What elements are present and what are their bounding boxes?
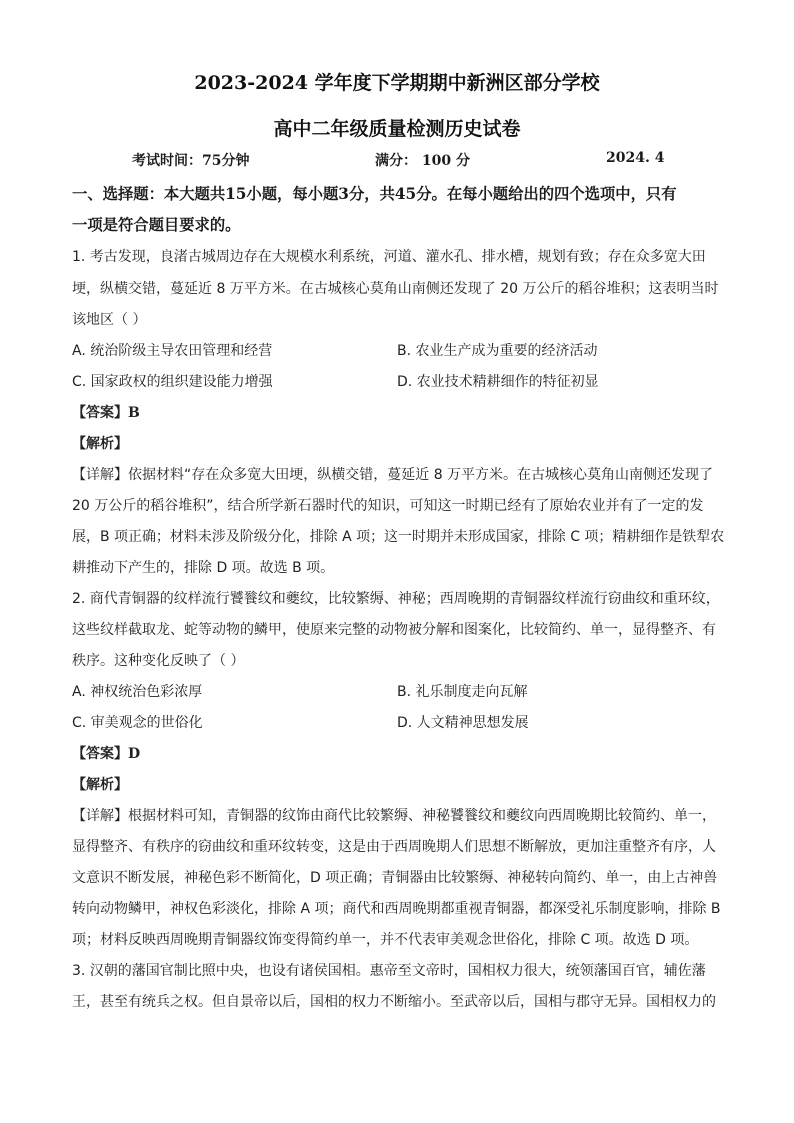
q1-detail-line: 20 万公斤的稻谷堆积”，结合所学新石器时代的知识，可知这一时期已经有了原始农业并有了一定的发	[72, 498, 704, 514]
q1-option-c: C. 国家政权的组织建设能力增强	[72, 374, 273, 390]
section-heading-line2: 一项是符合题目要求的。	[72, 215, 241, 234]
q1-analysis-label: 【解析】	[72, 436, 128, 452]
q2-answer: 【答案】D	[72, 746, 141, 762]
q2-detail-line: 【详解】根据材料可知，青铜器的纹饰由商代比较繁缛、神秘饕餮纹和夔纹向西周晚期比较简约、单一，	[72, 808, 716, 824]
exam-title-line1: 2023-2024 学年度下学期期中新洲区部分学校	[194, 72, 600, 94]
q1-option-a: A. 统治阶级主导农田管理和经营	[72, 343, 273, 359]
q2-stem-line: 2. 商代青铜器的纹样流行饕餮纹和夔纹，比较繁缛、神秘；西周晚期的青铜器纹样流行窃曲纹和重环纹，	[72, 591, 720, 607]
section-heading-line1: 一、选择题：本大题共15小题，每小题3分，共45分。在每小题给出的四个选项中，只有	[72, 184, 677, 203]
q1-detail-line: 耕推动下产生的，排除 D 项。故选 B 项。	[72, 560, 335, 576]
q2-detail-line: 显得整齐、有秩序的窃曲纹和重环纹转变，这是由于西周晚期人们思想不断解放，更加注重整齐有序，人	[72, 839, 716, 855]
q2-option-b: B. 礼乐制度走向瓦解	[397, 684, 528, 700]
exam-date: 2024. 4	[606, 150, 665, 166]
q1-stem-line: 该地区（ ）	[72, 312, 147, 328]
q1-detail-line: 【详解】依据材料“存在众多宽大田埂，纵横交错，蔓延近 8 万平方米。在古城核心莫角山南侧还发现了	[72, 467, 714, 483]
q1-answer: 【答案】B	[72, 405, 140, 421]
q2-detail-line: 文意识不断发展，神秘色彩不断简化，D 项正确；青铜器由比较繁缛、神秘转向简约、单一，由上古神兽	[72, 870, 718, 886]
q1-stem-line: 埂，纵横交错，蔓延近 8 万平方米。在古城核心莫角山南侧还发现了 20 万公斤的稻谷堆积；这表明当时	[72, 281, 719, 297]
q2-option-c: C. 审美观念的世俗化	[72, 715, 203, 731]
q2-stem-line: 秩序。这种变化反映了（ ）	[72, 653, 245, 669]
q1-detail-line: 展，B 项正确；材料未涉及阶级分化，排除 A 项；这一时期并未形成国家，排除 C 项；精耕细作是铁犁农	[72, 529, 725, 545]
q2-option-a: A. 神权统治色彩浓厚	[72, 684, 203, 700]
exam-title-line2: 高中二年级质量检测历史试卷	[273, 118, 521, 140]
q1-option-d: D. 农业技术精耕细作的特征初显	[397, 374, 599, 390]
q2-analysis-label: 【解析】	[72, 777, 128, 793]
q2-detail-line: 转向动物鳞甲，神权色彩淡化，排除 A 项；商代和西周晚期都重视青铜器，都深受礼乐制度影响，排除 B	[72, 901, 721, 917]
q3-stem-line: 3. 汉朝的藩国官制比照中央，也设有诸侯国相。惠帝至文帝时，国相权力很大，统领藩国百官，辅佐藩	[72, 963, 706, 979]
q2-option-d: D. 人文精神思想发展	[397, 715, 529, 731]
q3-stem-line: 王，甚至有统兵之权。但自景帝以后，国相的权力不断缩小。至武帝以后，国相与郡守无异。国相权力的	[72, 994, 716, 1010]
exam-time: 考试时间：75分钟	[132, 153, 250, 169]
q2-detail-line: 项；材料反映西周晚期青铜器纹饰变得简约单一，并不代表审美观念世俗化，排除 C 项。故选 D 项。	[72, 932, 699, 948]
q1-option-b: B. 农业生产成为重要的经济活动	[397, 343, 598, 359]
full-score: 满分： 100 分	[375, 153, 470, 169]
q1-stem-line: 1. 考古发现，良渚古城周边存在大规模水利系统，河道、灌水孔、排水槽，规划有致；存在众多宽大田	[72, 249, 706, 265]
q2-stem-line: 这些纹样截取龙、蛇等动物的鳞甲，使原来完整的动物被分解和图案化，比较简约、单一，显得整齐、有	[72, 622, 716, 638]
